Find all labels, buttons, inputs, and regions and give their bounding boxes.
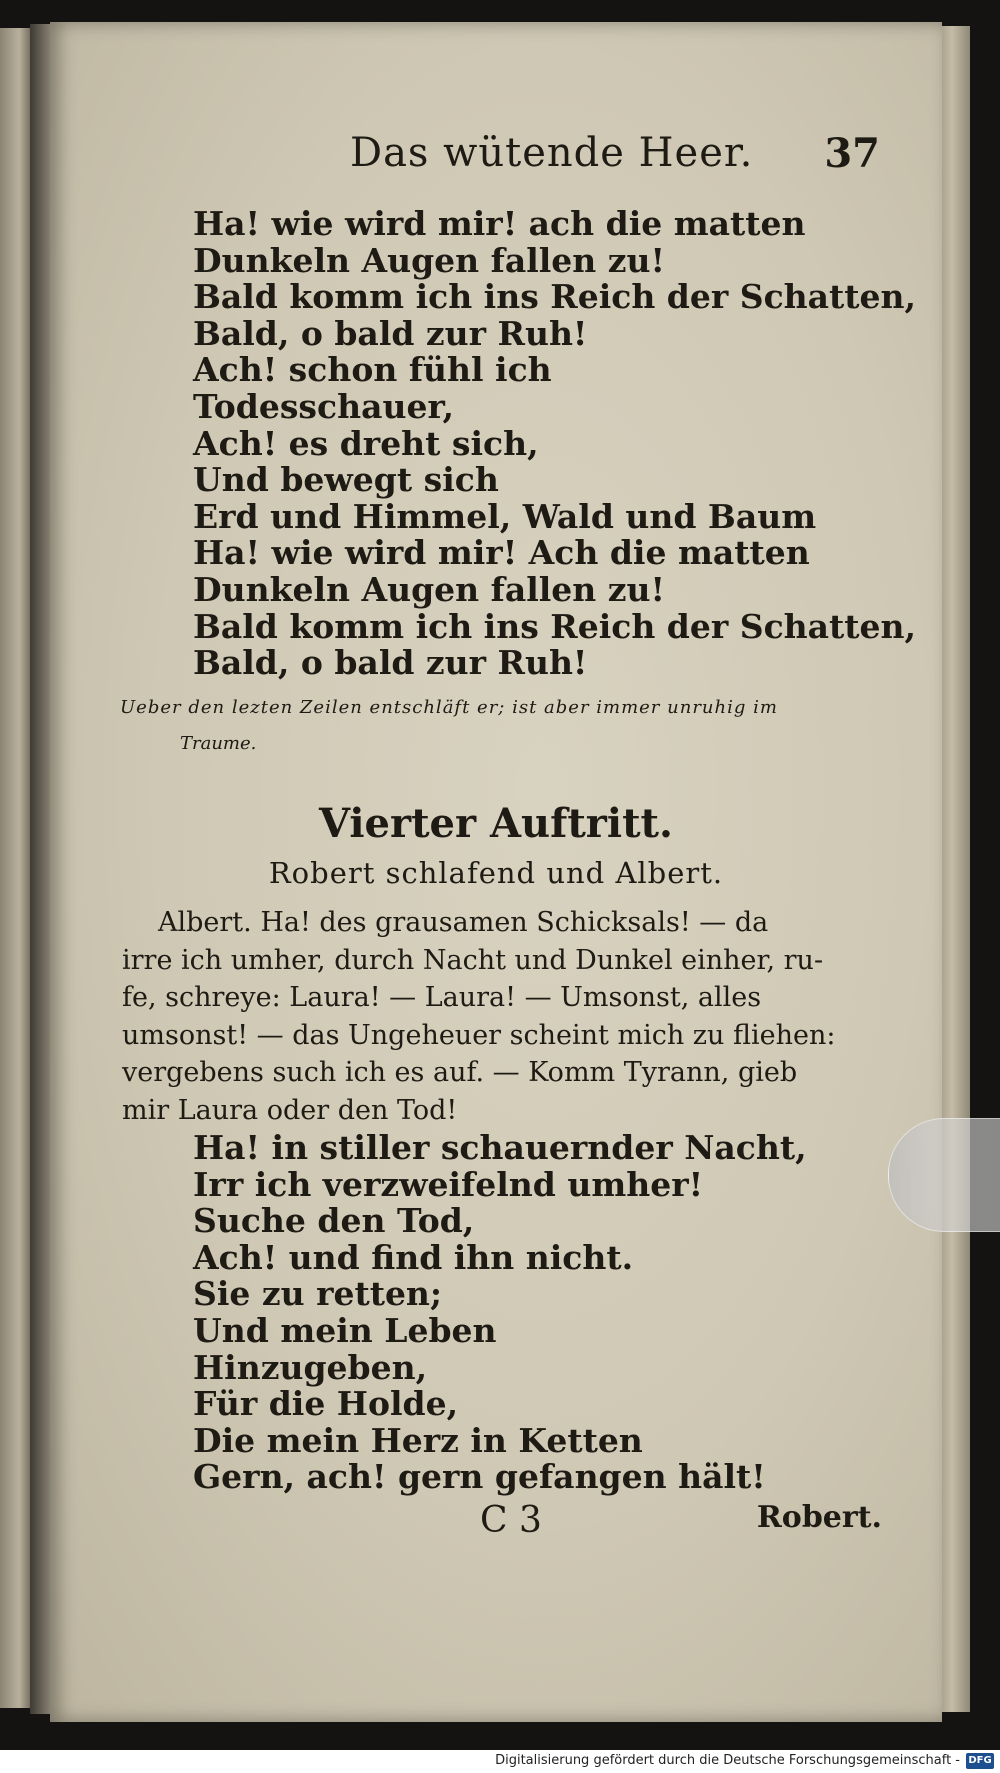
verse-line: Dunkeln Augen fallen zu! <box>193 240 665 280</box>
verse-line: Hinzugeben, <box>193 1347 428 1387</box>
prose-line: Albert. Ha! des grausamen Schicksals! — da <box>158 907 769 938</box>
book-page <box>50 22 942 1722</box>
verse-block-robert <box>193 206 916 682</box>
right-page-edges <box>940 26 970 1712</box>
verse-line: Und mein Leben <box>193 1310 497 1350</box>
page-clip <box>888 1118 1000 1232</box>
page-header <box>300 130 880 180</box>
verse-line: Ach! es dreht sich, <box>193 423 539 463</box>
verse-line: Gern, ach! gern gefangen hält! <box>193 1457 766 1497</box>
scene-title: Vierter Auftritt. <box>319 800 673 847</box>
verse-line: Für die Holde, <box>193 1384 459 1424</box>
dfg-logo-icon: DFG <box>966 1753 994 1769</box>
verse-line: Suche den Tod, <box>193 1201 475 1241</box>
running-title: Das wütende Heer. <box>350 130 754 176</box>
verse-block-albert <box>193 1130 807 1496</box>
credit-bar <box>0 1750 1000 1773</box>
verse-line: Todesschauer, <box>193 386 454 426</box>
verse-line: Ach! und find ihn nicht. <box>193 1237 634 1277</box>
verse-line: Bald, o bald zur Ruh! <box>193 643 588 683</box>
verse-line: Bald, o bald zur Ruh! <box>193 313 588 353</box>
page-number: 37 <box>824 130 880 177</box>
signature-mark: C 3 <box>480 1500 542 1541</box>
stage-direction-line: Ueber den lezten Zeilen entschläft er; ist aber immer unruhig im <box>120 697 778 718</box>
verse-line: Ach! schon fühl ich <box>193 350 552 390</box>
prose-line: mir Laura oder den Tod! <box>122 1094 458 1126</box>
credit-text: Digitalisierung gefördert durch die Deutsche Forschungsgemeinschaft - <box>495 1753 960 1768</box>
stage-direction <box>120 690 900 762</box>
prose-line: fe, schreye: Laura! — Laura! — Umsonst, alles <box>122 982 762 1014</box>
prose-paragraph-albert <box>122 904 902 1130</box>
verse-line: Und bewegt sich <box>193 460 499 500</box>
prose-line: irre ich umher, durch Nacht und Dunkel einher, ru- <box>122 944 824 976</box>
verse-line: Bald komm ich ins Reich der Schatten, <box>193 277 917 317</box>
verse-line: Erd und Himmel, Wald und Baum <box>193 496 817 536</box>
verse-line: Irr ich verzweifelnd umher! <box>193 1164 704 1204</box>
catchword: Robert. <box>756 1500 882 1535</box>
verse-line: Bald komm ich ins Reich der Schatten, <box>193 606 917 646</box>
page-footer <box>50 1500 942 1544</box>
verse-line: Sie zu retten; <box>193 1274 443 1314</box>
book-gutter <box>30 24 52 1714</box>
verse-line: Ha! wie wird mir! Ach die matten <box>193 533 810 573</box>
prose-line: umsonst! — das Ungeheuer scheint mich zu fliehen: <box>122 1019 836 1051</box>
scene-subtitle: Robert schlafend und Albert. <box>268 856 724 890</box>
left-page-edge <box>0 28 32 1708</box>
verse-line: Dunkeln Augen fallen zu! <box>193 569 665 609</box>
verse-line: Ha! in stiller schauernder Nacht, <box>193 1128 807 1167</box>
prose-line: vergebens such ich es auf. — Komm Tyrann, gieb <box>122 1057 798 1089</box>
stage-direction-line: Traume. <box>180 733 257 754</box>
verse-line: Ha! wie wird mir! ach die matten <box>193 204 806 243</box>
verse-line: Die mein Herz in Ketten <box>193 1420 643 1460</box>
